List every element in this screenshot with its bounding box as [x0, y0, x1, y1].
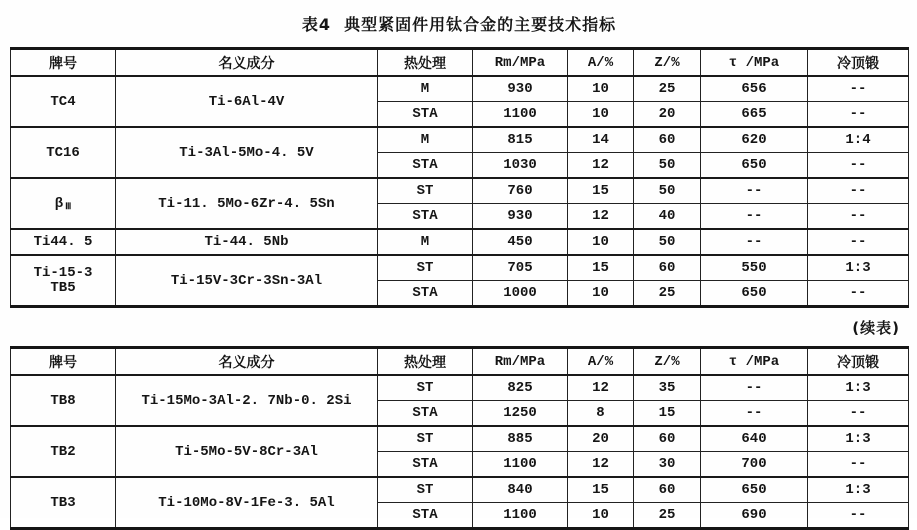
cell-tau: 650 — [701, 153, 808, 179]
table-row — [11, 255, 909, 281]
cell-heat-treatment: ST — [378, 178, 473, 204]
cell-composition: Ti-11. 5Mo-6Zr-4. 5Sn — [116, 178, 378, 229]
cell-rm: 930 — [473, 204, 568, 230]
cell-heat-treatment: STA — [378, 204, 473, 230]
grade-beta-subscript: Ⅲ — [65, 201, 72, 212]
cell-heat-treatment: M — [378, 229, 473, 255]
cell-rm: 930 — [473, 76, 568, 102]
cell-heat-treatment: ST — [378, 426, 473, 452]
cell-cold-upset: -- — [808, 281, 909, 307]
cell-rm: 1000 — [473, 281, 568, 307]
cell-z: 20 — [634, 102, 701, 128]
cell-a: 8 — [568, 401, 634, 427]
cell-tau: 650 — [701, 477, 808, 503]
cell-tau: 656 — [701, 76, 808, 102]
cell-cold-upset: -- — [808, 452, 909, 478]
cell-composition: Ti-10Mo-8V-1Fe-3. 5Al — [116, 477, 378, 529]
cell-heat-treatment: STA — [378, 102, 473, 128]
col-header-a: A/% — [568, 348, 634, 376]
cell-z: 50 — [634, 229, 701, 255]
col-header-cold-upset: 冷顶锻 — [808, 348, 909, 376]
cell-cold-upset: -- — [808, 102, 909, 128]
cell-heat-treatment: STA — [378, 153, 473, 179]
continued-table-label: (续表) — [852, 319, 900, 337]
cell-cold-upset: -- — [808, 76, 909, 102]
cell-a: 10 — [568, 102, 634, 128]
cell-z: 60 — [634, 127, 701, 153]
cell-composition: Ti-15Mo-3Al-2. 7Nb-0. 2Si — [116, 375, 378, 426]
cell-heat-treatment: M — [378, 76, 473, 102]
cell-z: 40 — [634, 204, 701, 230]
cell-grade: TC4 — [11, 76, 116, 127]
grade-line-1: Ti-15-3 — [33, 264, 93, 281]
cell-tau: 620 — [701, 127, 808, 153]
table-row — [11, 426, 909, 452]
cell-tau: 650 — [701, 281, 808, 307]
cell-a: 15 — [568, 477, 634, 503]
cell-cold-upset: 1:3 — [808, 477, 909, 503]
table-row — [11, 477, 909, 503]
cell-rm: 1100 — [473, 452, 568, 478]
header-row — [11, 49, 909, 77]
table-row — [11, 127, 909, 153]
cell-tau: 690 — [701, 503, 808, 529]
cell-cold-upset: -- — [808, 229, 909, 255]
cell-grade: TC16 — [11, 127, 116, 178]
cell-heat-treatment: M — [378, 127, 473, 153]
cell-z: 25 — [634, 281, 701, 307]
cell-rm: 1100 — [473, 102, 568, 128]
cell-rm: 1250 — [473, 401, 568, 427]
cell-cold-upset: -- — [808, 204, 909, 230]
cell-z: 60 — [634, 477, 701, 503]
cell-a: 12 — [568, 153, 634, 179]
cell-heat-treatment: STA — [378, 503, 473, 529]
cell-rm: 705 — [473, 255, 568, 281]
main-table — [10, 47, 909, 308]
cell-rm: 760 — [473, 178, 568, 204]
cell-heat-treatment: STA — [378, 401, 473, 427]
cell-grade: TB3 — [11, 477, 116, 529]
cell-cold-upset: 1:3 — [808, 426, 909, 452]
cell-tau: 665 — [701, 102, 808, 128]
col-header-grade: 牌号 — [11, 348, 116, 376]
cell-tau: -- — [701, 229, 808, 255]
cell-a: 14 — [568, 127, 634, 153]
cell-tau: -- — [701, 178, 808, 204]
cell-composition: Ti-6Al-4V — [116, 76, 378, 127]
col-header-cold-upset: 冷顶锻 — [808, 49, 909, 77]
cell-heat-treatment: ST — [378, 375, 473, 401]
cell-a: 20 — [568, 426, 634, 452]
cell-z: 25 — [634, 76, 701, 102]
cell-rm: 885 — [473, 426, 568, 452]
col-header-tau: τ /MPa — [701, 348, 808, 376]
cell-grade — [11, 255, 116, 307]
cell-tau: -- — [701, 401, 808, 427]
cell-a: 15 — [568, 255, 634, 281]
cell-cold-upset: -- — [808, 401, 909, 427]
table-title: 表4 典型紧固件用钛合金的主要技术指标 — [301, 15, 617, 34]
cell-rm: 1100 — [473, 503, 568, 529]
cell-tau: -- — [701, 375, 808, 401]
table-row — [11, 229, 909, 255]
cell-a: 12 — [568, 375, 634, 401]
col-header-z: Z/% — [634, 49, 701, 77]
cell-z: 15 — [634, 401, 701, 427]
cell-heat-treatment: STA — [378, 281, 473, 307]
cell-composition: Ti-5Mo-5V-8Cr-3Al — [116, 426, 378, 477]
col-header-rm: Rm/MPa — [473, 49, 568, 77]
cell-rm: 815 — [473, 127, 568, 153]
cell-composition: Ti-3Al-5Mo-4. 5V — [116, 127, 378, 178]
cell-cold-upset: -- — [808, 503, 909, 529]
cell-cold-upset: 1:4 — [808, 127, 909, 153]
cell-heat-treatment: STA — [378, 452, 473, 478]
continued-table — [10, 346, 909, 530]
cell-cold-upset: 1:3 — [808, 375, 909, 401]
cell-grade: TB8 — [11, 375, 116, 426]
cell-z: 25 — [634, 503, 701, 529]
cell-tau: 550 — [701, 255, 808, 281]
cell-a: 10 — [568, 229, 634, 255]
cell-z: 60 — [634, 255, 701, 281]
cell-grade: TB2 — [11, 426, 116, 477]
col-header-composition: 名义成分 — [116, 348, 378, 376]
cell-tau: 640 — [701, 426, 808, 452]
cell-grade — [11, 178, 116, 229]
table-row — [11, 178, 909, 204]
cell-composition: Ti-15V-3Cr-3Sn-3Al — [116, 255, 378, 307]
col-header-rm: Rm/MPa — [473, 348, 568, 376]
cell-z: 30 — [634, 452, 701, 478]
grade-beta-symbol: β — [54, 195, 64, 212]
grade-line-2: TB5 — [50, 279, 76, 296]
cell-rm: 450 — [473, 229, 568, 255]
cell-heat-treatment: ST — [378, 255, 473, 281]
cell-cold-upset: -- — [808, 153, 909, 179]
col-header-a: A/% — [568, 49, 634, 77]
table-row — [11, 76, 909, 102]
col-header-heat-treatment: 热处理 — [378, 348, 473, 376]
cell-a: 12 — [568, 204, 634, 230]
col-header-z: Z/% — [634, 348, 701, 376]
cell-a: 10 — [568, 76, 634, 102]
cell-cold-upset: 1:3 — [808, 255, 909, 281]
cell-a: 10 — [568, 503, 634, 529]
cell-grade: Ti44. 5 — [11, 229, 116, 255]
col-header-heat-treatment: 热处理 — [378, 49, 473, 77]
cell-a: 15 — [568, 178, 634, 204]
cell-a: 10 — [568, 281, 634, 307]
cell-a: 12 — [568, 452, 634, 478]
cell-composition: Ti-44. 5Nb — [116, 229, 378, 255]
col-header-grade: 牌号 — [11, 49, 116, 77]
cell-rm: 1030 — [473, 153, 568, 179]
cell-rm: 825 — [473, 375, 568, 401]
col-header-tau: τ /MPa — [701, 49, 808, 77]
cell-heat-treatment: ST — [378, 477, 473, 503]
cell-tau: 700 — [701, 452, 808, 478]
cell-z: 35 — [634, 375, 701, 401]
col-header-composition: 名义成分 — [116, 49, 378, 77]
cell-z: 60 — [634, 426, 701, 452]
cell-z: 50 — [634, 153, 701, 179]
cell-cold-upset: -- — [808, 178, 909, 204]
cell-rm: 840 — [473, 477, 568, 503]
header-row — [11, 348, 909, 376]
table-row — [11, 375, 909, 401]
cell-tau: -- — [701, 204, 808, 230]
cell-z: 50 — [634, 178, 701, 204]
